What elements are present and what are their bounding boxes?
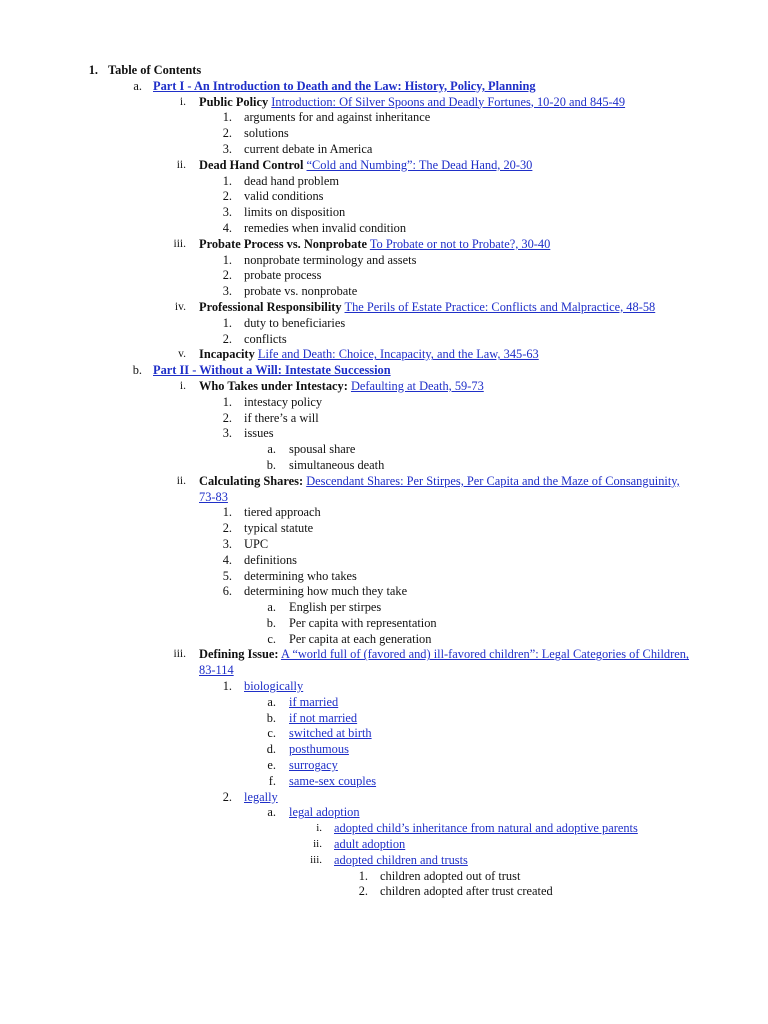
section-numeral: iv. [174, 300, 186, 313]
item-text: valid conditions [244, 189, 324, 204]
reading-link[interactable]: To Probate or not to Probate?, 30-40 [369, 236, 551, 251]
part-title-link[interactable]: Part I - An Introduction to Death and the Law: History, Policy, Planning [153, 78, 536, 93]
item-text: if there’s a will [244, 410, 319, 425]
item-text: arguments for and against inheritance [244, 110, 431, 125]
list-item [0, 253, 768, 269]
item-text: determining how much they take [244, 584, 408, 599]
section-title: Incapacity [199, 347, 255, 362]
section-heading [0, 300, 768, 316]
section-heading [0, 647, 768, 679]
item-number: 6. [222, 584, 232, 599]
sub-list-item [0, 632, 768, 648]
list-item [0, 537, 768, 553]
sub-item-letter: f. [268, 773, 276, 788]
reading-link[interactable]: Introduction: Of Silver Spoons and Deadly Fortunes, 10-20 and 845-49 [271, 94, 626, 109]
toc-number: 1. [88, 63, 98, 77]
sub-list-item [0, 695, 768, 711]
toc-heading [0, 63, 768, 79]
outline-document [0, 63, 768, 900]
item-text: duty to beneficiaries [244, 315, 346, 330]
item-text: determining who takes [244, 568, 357, 583]
section-heading [0, 158, 768, 174]
item-text: probate process [244, 268, 322, 283]
item-number: 5. [222, 568, 232, 583]
item-number: 2. [222, 126, 232, 141]
part-heading [0, 79, 768, 95]
item-text: conflicts [244, 331, 287, 346]
section-heading [0, 474, 768, 506]
sub-item-link[interactable]: same-sex couples [289, 773, 377, 788]
item-number: 3. [222, 426, 232, 441]
list-item [0, 505, 768, 521]
sub-item-letter: a. [267, 442, 276, 457]
item-number: 1. [222, 394, 232, 409]
item-text: current debate in America [244, 141, 373, 156]
section-numeral: i. [179, 379, 186, 392]
sub-list-item [0, 616, 768, 632]
sub-sub-list-item [0, 837, 768, 853]
section-title: Public Policy [199, 94, 269, 109]
sub-item-link[interactable]: if married [289, 694, 339, 709]
item-text: issues [244, 426, 274, 441]
sub-item-link[interactable]: if not married [289, 710, 358, 725]
item-number: 2. [222, 331, 232, 346]
item-number: 3. [222, 205, 232, 220]
list-item [0, 268, 768, 284]
section-heading [0, 237, 768, 253]
item-number: 3. [222, 536, 232, 551]
sub-item-text: spousal share [289, 442, 356, 457]
sub-item-text: simultaneous death [289, 457, 385, 472]
item-number: 1. [222, 315, 232, 330]
item-text: typical statute [244, 521, 314, 536]
deep-list-item [0, 884, 768, 900]
deep-item-number: 2. [358, 884, 368, 899]
section-title: Defining Issue: [199, 647, 279, 662]
sub-sub-item-numeral: ii. [313, 838, 322, 851]
sub-list-item [0, 805, 768, 821]
sub-item-letter: a. [267, 600, 276, 615]
reading-link[interactable]: Defaulting at Death, 59-73 [350, 378, 484, 393]
part-heading [0, 363, 768, 379]
part-title-link[interactable]: Part II - Without a Will: Intestate Succession [153, 363, 391, 378]
legal-adoption-link[interactable]: legal adoption [289, 805, 360, 820]
biologically-link[interactable]: biologically [244, 679, 304, 694]
sub-sub-item-numeral: iii. [310, 853, 322, 866]
section-title: Who Takes under Intestacy: [199, 378, 348, 393]
list-item [0, 316, 768, 332]
item-text: limits on disposition [244, 205, 346, 220]
list-item [0, 110, 768, 126]
list-item [0, 521, 768, 537]
section-numeral: i. [179, 95, 186, 108]
sub-item-text: Per capita with representation [289, 615, 437, 630]
sub-item-letter: b. [266, 710, 276, 725]
legally-link[interactable]: legally [244, 789, 278, 804]
sub-sub-item-link[interactable]: adult adoption [334, 837, 406, 852]
reading-link[interactable]: “Cold and Numbing”: The Dead Hand, 20-30 [306, 157, 533, 172]
item-number: 1. [222, 252, 232, 267]
sub-list-item [0, 600, 768, 616]
item-number: 3. [222, 284, 232, 299]
sub-item-letter: a. [267, 694, 276, 709]
item-text: nonprobate terminology and assets [244, 252, 417, 267]
sub-item-text: Per capita at each generation [289, 631, 432, 646]
sub-item-letter: d. [266, 742, 276, 757]
sub-sub-item-link[interactable]: adopted child’s inheritance from natural and adoptive parents [334, 821, 638, 836]
section-heading [0, 347, 768, 363]
list-item [0, 126, 768, 142]
list-item [0, 221, 768, 237]
item-number: 1. [222, 173, 232, 188]
sub-list-item [0, 758, 768, 774]
list-item [0, 553, 768, 569]
sub-sub-item-numeral: i. [316, 822, 322, 835]
sub-item-letter: b. [266, 457, 276, 472]
section-title: Calculating Shares: [199, 473, 304, 488]
list-item [0, 332, 768, 348]
list-item [0, 790, 768, 806]
item-number: 1. [222, 110, 232, 125]
item-number: 2. [222, 268, 232, 283]
item-text: UPC [244, 536, 269, 551]
sub-item-letter: a. [267, 805, 276, 820]
part-letter: b. [132, 363, 142, 378]
section-title: Dead Hand Control [199, 157, 304, 172]
section-numeral: ii. [176, 474, 186, 487]
deep-item-text: children adopted out of trust [380, 868, 521, 883]
item-text: solutions [244, 126, 289, 141]
sub-item-link[interactable]: surrogacy [289, 758, 338, 773]
sub-item-link[interactable]: switched at birth [289, 726, 372, 741]
sub-list-item [0, 458, 768, 474]
item-number: 4. [222, 220, 232, 235]
sub-sub-item-link[interactable]: adopted children and trusts [334, 852, 468, 867]
item-number: 2. [222, 189, 232, 204]
list-item [0, 584, 768, 600]
list-item [0, 679, 768, 695]
item-text: remedies when invalid condition [244, 220, 407, 235]
list-item [0, 142, 768, 158]
reading-link[interactable]: The Perils of Estate Practice: Conflicts and Malpractice, 48-58 [344, 299, 656, 314]
item-text: tiered approach [244, 505, 321, 520]
part-letter: a. [133, 78, 142, 93]
section-title: Probate Process vs. Nonprobate [199, 236, 367, 251]
item-number: 1. [222, 505, 232, 520]
toc-title: Table of Contents [108, 63, 202, 77]
section-heading [0, 95, 768, 111]
item-number: 2. [222, 789, 232, 804]
reading-link[interactable]: Life and Death: Choice, Incapacity, and the Law, 345-63 [257, 347, 539, 362]
sub-list-item [0, 442, 768, 458]
list-item [0, 395, 768, 411]
deep-item-text: children adopted after trust created [380, 884, 553, 899]
section-title: Professional Responsibility [199, 299, 342, 314]
sub-sub-list-item [0, 853, 768, 869]
item-number: 4. [222, 552, 232, 567]
section-numeral: iii. [173, 648, 186, 661]
list-item [0, 189, 768, 205]
item-number: 2. [222, 521, 232, 536]
sub-list-item [0, 711, 768, 727]
section-numeral: ii. [176, 158, 186, 171]
list-item [0, 205, 768, 221]
item-number: 1. [222, 679, 232, 694]
item-text: dead hand problem [244, 173, 339, 188]
sub-item-letter: c. [267, 726, 276, 741]
sub-item-letter: b. [266, 615, 276, 630]
item-number: 2. [222, 410, 232, 425]
sub-list-item [0, 726, 768, 742]
sub-item-letter: c. [267, 631, 276, 646]
section-numeral: iii. [173, 237, 186, 250]
list-item [0, 426, 768, 442]
section-numeral: v. [178, 348, 186, 361]
item-text: definitions [244, 552, 297, 567]
reading-link[interactable]: A “world full of (favored and) ill-favored children”: Legal Categories of Children, 83-114 [199, 647, 690, 678]
sub-list-item [0, 742, 768, 758]
sub-item-letter: e. [267, 758, 276, 773]
sub-item-text: English per stirpes [289, 600, 382, 615]
list-item [0, 411, 768, 427]
reading-link[interactable]: Descendant Shares: Per Stirpes, Per Capita and the Maze of Consanguinity, 73-83 [199, 473, 680, 504]
list-item [0, 569, 768, 585]
sub-list-item [0, 774, 768, 790]
deep-list-item [0, 869, 768, 885]
section-heading [0, 379, 768, 395]
list-item [0, 284, 768, 300]
item-number: 3. [222, 141, 232, 156]
list-item [0, 174, 768, 190]
item-text: intestacy policy [244, 394, 323, 409]
item-text: probate vs. nonprobate [244, 284, 358, 299]
deep-item-number: 1. [358, 868, 368, 883]
sub-sub-list-item [0, 821, 768, 837]
sub-item-link[interactable]: posthumous [289, 742, 349, 757]
